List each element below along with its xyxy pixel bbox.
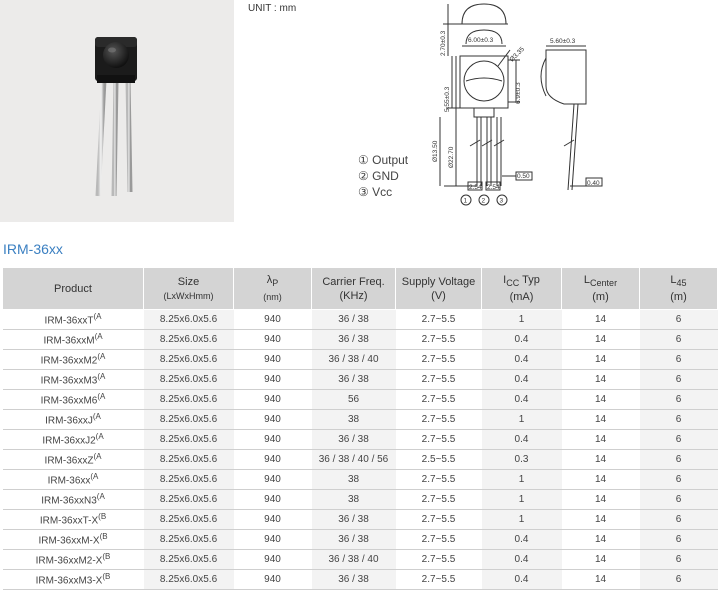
cell-size: 8.25x6.0x5.6 [144,310,234,330]
cell-icc: 0.4 [482,570,562,590]
pin-number-1: 1 [463,197,468,205]
product-note: (A [93,312,102,322]
pin-legend-item [358,152,408,168]
cell-size: 8.25x6.0x5.6 [144,530,234,550]
table-row [3,470,718,490]
table-row [3,410,718,430]
cell-l45: 6 [640,350,718,370]
cell-lambda: 940 [234,350,312,370]
cell-l45: 6 [640,390,718,410]
cell-size: 8.25x6.0x5.6 [144,370,234,390]
cell-carrier: 36 / 38 / 40 [312,550,396,570]
cell-icc: 1 [482,490,562,510]
cell-lambda: 940 [234,470,312,490]
header-lcenter: $L_{Center}$ (m) [562,268,640,310]
cell-icc: 0.4 [482,330,562,350]
cell-lcenter: 14 [562,330,640,350]
cell-carrier: 36 / 38 [312,370,396,390]
cell-size: 8.25x6.0x5.6 [144,550,234,570]
table-row [3,350,718,370]
cell-icc: 0.3 [482,450,562,470]
cell-supply: 2.7~5.5 [396,370,482,390]
pin-label: GND [372,169,399,183]
cell-product: IRM-$36xxM2^{(A}$ [3,350,144,370]
dim-lead-a: Ø13.50 [432,140,439,162]
product-note: (B [102,552,111,562]
table-row [3,390,718,410]
cell-supply: 2.7~5.5 [396,410,482,430]
header-carrier: Carrier Freq. (KHz) [312,268,396,310]
dim-lead-thickness: 0.40 [587,180,600,187]
cell-lambda: 940 [234,310,312,330]
table-row [3,330,718,350]
table-body [3,310,718,590]
cell-carrier: 36 / 38 [312,330,396,350]
cell-carrier: 36 / 38 [312,310,396,330]
header-icc: $I_{CC}$ Typ (mA) [482,268,562,310]
cell-size: 8.25x6.0x5.6 [144,430,234,450]
cell-product: IRM-36xxT$^{(A}$ [3,310,144,330]
cell-supply: 2.7~5.5 [396,550,482,570]
cell-product: IRM-$36xxM-X^{(B}$ [3,530,144,550]
cell-icc: 0.4 [482,350,562,370]
cell-lcenter: 14 [562,370,640,390]
pin-number-2: 2 [481,197,486,205]
product-note: (B [102,572,111,582]
cell-icc: 0.4 [482,430,562,450]
product-note: (A [95,432,104,442]
product-note: (A [97,372,106,382]
cell-lcenter: 14 [562,310,640,330]
cell-carrier: 38 [312,490,396,510]
cell-product: IRM-$36xx^{(A}$ [3,470,144,490]
cell-l45: 6 [640,450,718,470]
product-note: (A [90,472,99,482]
cell-l45: 6 [640,550,718,570]
product-photo [0,0,234,222]
cell-l45: 6 [640,410,718,430]
cell-icc: 1 [482,510,562,530]
cell-lcenter: 14 [562,410,640,430]
cell-carrier: 36 / 38 [312,570,396,590]
cell-lcenter: 14 [562,510,640,530]
cell-product: IRM-36xxZ$^{(A}$ [3,450,144,470]
cell-icc: 0.4 [482,530,562,550]
cell-supply: 2.7~5.5 [396,570,482,590]
cell-supply: 2.7~5.5 [396,510,482,530]
header-supply: Supply Voltage (V) [396,268,482,310]
table-row [3,490,718,510]
cell-lambda: 940 [234,370,312,390]
cell-product: IRM-36xxM$^{(A}$ [3,330,144,350]
cell-icc: 1 [482,470,562,490]
cell-carrier: 38 [312,470,396,490]
cell-lambda: 940 [234,450,312,470]
pin-number-3: 3 [499,197,504,205]
series-title: IRM-36xx [3,241,63,257]
cell-l45: 6 [640,370,718,390]
header-product: Product [3,268,144,310]
dim-pitch-2: 2.54 [487,184,500,191]
cell-size: 8.25x6.0x5.6 [144,490,234,510]
product-note: (B [99,532,108,542]
dim-body-height: 5.55±0.3 [444,86,451,112]
cell-supply: 2.7~5.5 [396,390,482,410]
pin-label: Vcc [372,185,393,199]
cell-carrier: 36 / 38 [312,430,396,450]
dim-top-height: 2.70±0.3 [440,30,447,56]
cell-supply: 2.7~5.5 [396,330,482,350]
cell-l45: 6 [640,530,718,550]
cell-l45: 6 [640,430,718,450]
cell-lcenter: 14 [562,450,640,470]
dim-lens-width: 6.00±0.3 [468,37,494,44]
table-row [3,370,718,390]
cell-icc: 0.4 [482,550,562,570]
cell-supply: 2.7~5.5 [396,430,482,450]
table-row [3,530,718,550]
cell-icc: 0.4 [482,390,562,410]
cell-carrier: 36 / 38 / 40 / 56 [312,450,396,470]
cell-size: 8.25x6.0x5.6 [144,450,234,470]
cell-carrier: 56 [312,390,396,410]
header-size: Size (LxWxHmm) [144,268,234,310]
cell-lambda: 940 [234,530,312,550]
product-note: (A [96,492,105,502]
cell-product: IRM-$36xxM2-X^{(B}$ [3,550,144,570]
cell-supply: 2.7~5.5 [396,530,482,550]
cell-icc: 1 [482,410,562,430]
cell-carrier: 38 [312,410,396,430]
cell-l45: 6 [640,330,718,350]
dim-lens-dia: Ø3.35 [508,45,526,64]
pin-num: ② [358,169,369,183]
product-note: (A [92,412,101,422]
cell-size: 8.25x6.0x5.6 [144,570,234,590]
pin-label: Output [372,153,409,167]
cell-carrier: 36 / 38 / 40 [312,350,396,370]
cell-lcenter: 14 [562,470,640,490]
table-row [3,570,718,590]
table-row [3,310,718,330]
product-note: (A [93,452,102,462]
product-note: (A [94,332,103,342]
cell-lcenter: 14 [562,390,640,410]
cell-product: IRM-$36xxM6^{(A}$ [3,390,144,410]
cell-lambda: 940 [234,510,312,530]
cell-l45: 6 [640,510,718,530]
cell-icc: 0.4 [482,370,562,390]
cell-supply: 2.7~5.5 [396,310,482,330]
cell-product: IRM-$36xxM3-X^{(B}$ [3,570,144,590]
cell-icc: 1 [482,310,562,330]
cell-lcenter: 14 [562,550,640,570]
cell-product: IRM-36xxJ$^{(A}$ [3,410,144,430]
pin-legend-item [358,184,408,200]
cell-product: IRM-$36xxM3^{(A}$ [3,370,144,390]
ir-receiver-image [0,0,234,222]
cell-lcenter: 14 [562,490,640,510]
unit-label: UNIT : mm [248,3,297,14]
header-wavelength: $\lambda_P$ (nm) [234,268,312,310]
cell-lambda: 940 [234,410,312,430]
cell-lambda: 940 [234,550,312,570]
table-row [3,430,718,450]
table-row [3,510,718,530]
cell-size: 8.25x6.0x5.6 [144,410,234,430]
cell-lcenter: 14 [562,350,640,370]
dim-pitch-1: 2.54 [469,184,482,191]
cell-supply: 2.7~5.5 [396,490,482,510]
dim-lens-height: 6.9±0.3 [515,82,522,104]
pin-num: ③ [358,185,369,199]
table-row [3,450,718,470]
cell-l45: 6 [640,310,718,330]
cell-lcenter: 14 [562,570,640,590]
cell-product: IRM-$36xxT-X^{(B}$ [3,510,144,530]
pin-legend [358,152,408,200]
cell-lambda: 940 [234,390,312,410]
cell-size: 8.25x6.0x5.6 [144,510,234,530]
cell-lcenter: 14 [562,530,640,550]
cell-l45: 6 [640,570,718,590]
dim-side-width: 5.60±0.3 [550,38,576,45]
cell-lambda: 940 [234,430,312,450]
pin-legend-item [358,168,408,184]
product-note: (A [97,392,106,402]
cell-supply: 2.7~5.5 [396,350,482,370]
cell-lcenter: 14 [562,430,640,450]
header-l45: $L_{45}$ (m) [640,268,718,310]
cell-l45: 6 [640,470,718,490]
dim-lead-width: 0.50 [517,173,530,180]
cell-carrier: 36 / 38 [312,510,396,530]
cell-size: 8.25x6.0x5.6 [144,470,234,490]
dim-lead-b: Ø22.70 [448,146,455,168]
product-note: (B [98,512,107,522]
cell-product: IRM-$36xxJ2^{(A}$ [3,430,144,450]
table-header-row [3,268,718,310]
cell-lambda: 940 [234,330,312,350]
product-note: (A [97,352,106,362]
cell-l45: 6 [640,490,718,510]
table-row [3,550,718,570]
cell-lambda: 940 [234,490,312,510]
cell-supply: 2.7~5.5 [396,470,482,490]
cell-supply: 2.5~5.5 [396,450,482,470]
cell-size: 8.25x6.0x5.6 [144,390,234,410]
cell-product: IRM-$36xxN3^{(A}$ [3,490,144,510]
cell-lambda: 940 [234,570,312,590]
cell-carrier: 36 / 38 [312,530,396,550]
cell-size: 8.25x6.0x5.6 [144,330,234,350]
pin-num: ① [358,153,369,167]
spec-table [2,267,718,590]
cell-size: 8.25x6.0x5.6 [144,350,234,370]
